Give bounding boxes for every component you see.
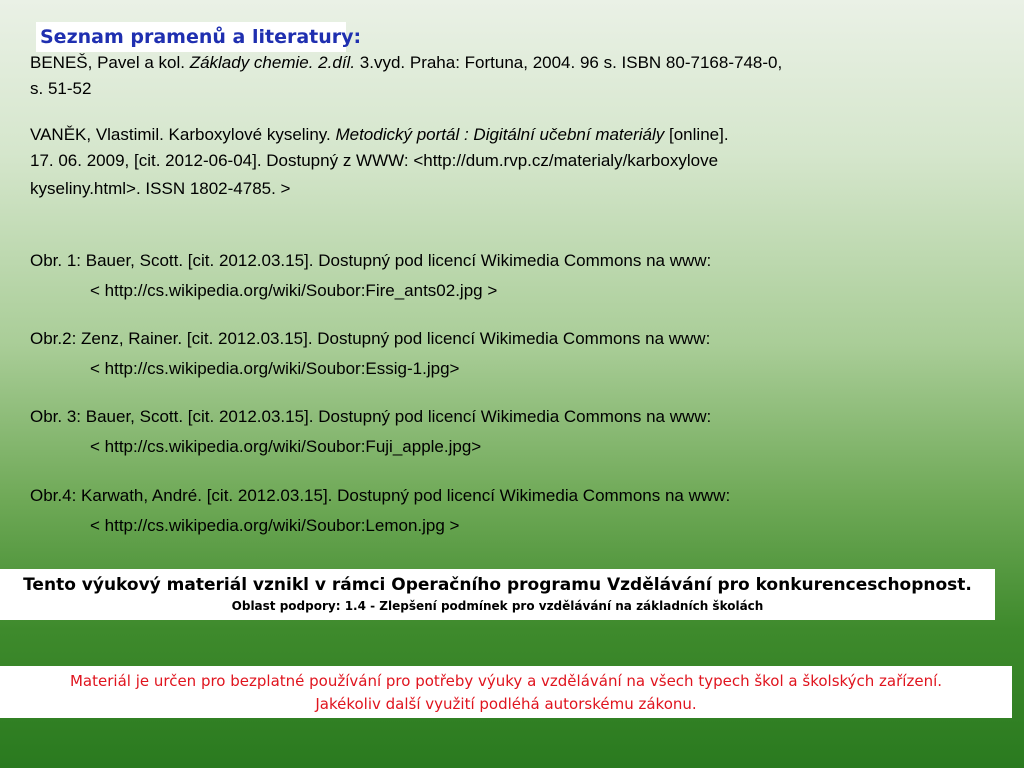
- reference-details: 3.vyd. Praha: Fortuna, 2004. 96 s. ISBN 80-7168-748-0,: [355, 53, 783, 72]
- reference-item-1: [30, 50, 782, 102]
- reference-italic-title: Metodický portál : Digitální učební materiály: [335, 125, 665, 144]
- project-statement: Tento výukový materiál vznikl v rámci Operačního programu Vzdělávání pro konkurenceschopnost.: [23, 575, 972, 595]
- figure-credit-text: Obr.2: Zenz, Rainer. [cit. 2012.03.15]. Dostupný pod licencí Wikimedia Commons na www:: [30, 329, 711, 348]
- project-footer: [0, 569, 995, 620]
- reference-author: VANĚK, Vlastimil. Karboxylové kyseliny.: [30, 125, 336, 144]
- license-footer: [0, 666, 1012, 718]
- figure-credit-1: [30, 246, 711, 306]
- reference-item-2: [30, 122, 729, 202]
- figure-credit-3: [30, 402, 711, 462]
- figure-credit-2: [30, 324, 710, 384]
- reference-issn: kyseliny.html>. ISSN 1802-4785. >: [30, 179, 291, 198]
- figure-credit-text: Obr. 3: Bauer, Scott. [cit. 2012.03.15]. Dostupný pod licencí Wikimedia Commons na www:: [30, 407, 712, 426]
- support-area: Oblast podpory: 1.4 - Zlepšení podmínek pro vzdělávání na základních školách: [231, 599, 764, 613]
- section-title: Seznam pramenů a literatury:: [36, 22, 346, 52]
- figure-credit-text: Obr. 1: Bauer, Scott. [cit. 2012.03.15]. Dostupný pod licencí Wikimedia Commons na www:: [30, 251, 712, 270]
- reference-pages: s. 51-52: [30, 79, 92, 98]
- figure-credit-url: < http://cs.wikipedia.org/wiki/Soubor:Essig-1.jpg>: [90, 359, 460, 378]
- copyright-notice: Jakékoliv další využití podléhá autorskému zákonu.: [315, 695, 697, 713]
- reference-italic-title: Základy chemie. 2.díl.: [189, 53, 356, 72]
- figure-credit-url: < http://cs.wikipedia.org/wiki/Soubor:Fire_ants02.jpg >: [90, 281, 498, 300]
- figure-credit-4: [30, 481, 730, 541]
- reference-details: [online].: [664, 125, 729, 144]
- figure-credit-url: < http://cs.wikipedia.org/wiki/Soubor:Fuji_apple.jpg>: [90, 437, 482, 456]
- reference-date-url: 17. 06. 2009, [cit. 2012-06-04]. Dostupný z WWW: <http://dum.rvp.cz/materialy/karboxylove: [30, 151, 719, 170]
- figure-credit-url: < http://cs.wikipedia.org/wiki/Soubor:Lemon.jpg >: [90, 516, 460, 535]
- license-statement: Materiál je určen pro bezplatné používání pro potřeby výuky a vzdělávání na všech typech škol a školských zařízení.: [69, 672, 943, 690]
- reference-author: BENEŠ, Pavel a kol.: [30, 53, 190, 72]
- figure-credit-text: Obr.4: Karwath, André. [cit. 2012.03.15]. Dostupný pod licencí Wikimedia Commons na www:: [30, 486, 731, 505]
